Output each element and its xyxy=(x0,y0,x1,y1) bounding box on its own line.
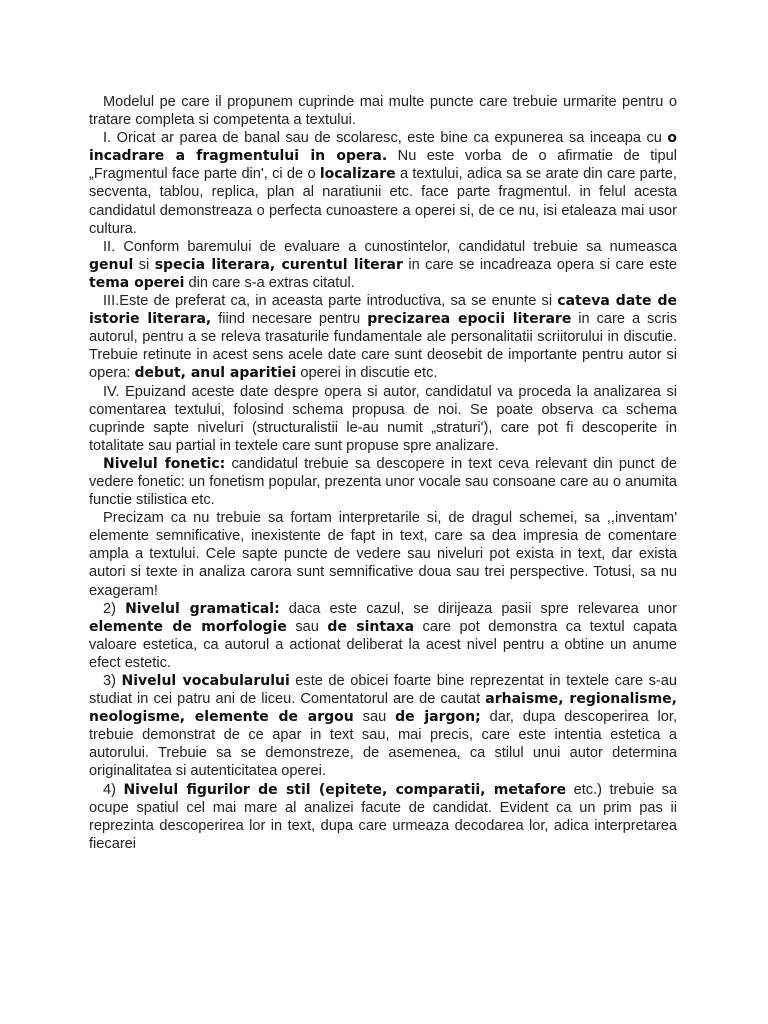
bold-text: tema operei xyxy=(89,274,185,291)
paragraph xyxy=(89,292,677,382)
text-run: sau xyxy=(286,618,328,635)
bold-text: debut, anul aparitiei xyxy=(134,365,297,382)
text-run: operei in discutie etc. xyxy=(296,365,438,382)
text-run: fiind necesare pentru xyxy=(211,311,368,328)
text-run: Precizam ca nu trebuie sa fortam interpretarile si, de dragul schemei, sa ,,inventam' elemente semnificative, inexistente de fapt in text, care sa dea impresia de comentare ampla a textului. Cele sapte puncte de vedere sau niveluri pot exista in text, dar exista autori si texte in analiza carora sunt semnificative doua sau trei perspective. Totusi, sa nu exageram! xyxy=(89,510,677,599)
bold-text: genul xyxy=(89,256,134,273)
bold-text: arhaisme, regionalisme, neologisme, elemente de argou xyxy=(89,691,677,726)
bold-text: cateva date de istorie literara, xyxy=(89,293,677,328)
bold-text: o incadrare a fragmentului in opera. xyxy=(89,130,677,165)
paragraph xyxy=(89,509,677,599)
text-run: I. Oricat ar parea de banal sau de scolaresc, este bine ca expunerea sa inceapa cu xyxy=(103,130,668,147)
paragraph xyxy=(89,455,677,509)
text-run: dar, dupa descoperirea lor, trebuie demonstrat de ce apar in text sau, mai precis, care este intentia estetica a autorului. Trebuie sa se demonstreze, de asemenea, ca stilul unui autor determina originalitatea si autenticitatea operei. xyxy=(89,709,678,780)
text-run: Modelul pe care il propunem cuprinde mai multe puncte care trebuie urmarite pentru o tratare completa si competenta a textului. xyxy=(89,94,677,129)
bold-text: de jargon; xyxy=(395,709,481,726)
bold-text: Nivelul vocabularului xyxy=(121,673,290,689)
paragraph xyxy=(89,93,677,129)
text-run: din care s-a extras citatul. xyxy=(184,274,355,291)
text-run: 3) xyxy=(103,673,122,689)
text-run: care pot demonstra ca textul capata valoare estetica, ca autorul a actionat deliberat la acest nivel pentru a obtine un anume efect estetic. xyxy=(89,618,677,671)
text-run: in care se incadreaza opera si care este xyxy=(402,256,677,273)
text-run: II. Conform baremului de evaluare a cunostintelor, candidatul trebuie sa numeasca xyxy=(103,238,677,255)
paragraph xyxy=(89,238,677,292)
paragraph xyxy=(89,781,677,853)
text-run: III.Este de preferat ca, in aceasta parte introductiva, sa se enunte si xyxy=(103,293,558,310)
text-run: si xyxy=(133,256,155,273)
bold-text: precizarea epocii literare xyxy=(367,311,572,328)
text-run: daca este cazul, se dirijeaza pasii spre relevarea unor xyxy=(279,600,678,617)
paragraph xyxy=(89,600,677,672)
text-run: IV. Epuizand aceste date despre opera si autor, candidatul va proceda la analizarea si comentarea textului, folosind schema propusa de noi. Se poate observa ca schema cuprinde sapte niveluri (structuralistii le-au numit „straturi'), care pot fi descoperite in totalitate sau partial in textele care sunt propuse spre analizare. xyxy=(89,383,677,454)
bold-text: Nivelul gramatical: xyxy=(125,600,280,617)
bold-text: Nivelul figurilor de stil (epitete, comparatii, metafore xyxy=(123,781,567,798)
document-body xyxy=(89,93,677,853)
text-run: a textului, adica sa se arate din care parte, secventa, tablou, replica, plan al naratiunii etc. face parte fragmentul. in felul acesta candidatul demonstreaza o perfecta cunoastere a operei si, de ce nu, isi etaleaza mai usor cultura. xyxy=(89,166,677,237)
bold-text: specia literara, curentul literar xyxy=(154,256,403,273)
text-run: etc.) trebuie sa ocupe spatiul cel mai mare al analizei facute de candidat. Evident ca un prim pas ii reprezinta descoperirea lor in text, dupa care urmeaza decodarea lor, adica interpretarea fiecarei xyxy=(89,781,677,852)
text-run: sau xyxy=(353,709,396,726)
paragraph xyxy=(89,383,677,455)
text-run: candidatul trebuie sa descopere in text ceva relevant din punct de vedere fonetic: un fonetism popular, prezenta unor vocale sau consoane care au o anumita functie stilistica etc. xyxy=(89,455,677,509)
text-run: in care a scris autorul, pentru a se releva trasaturile fundamentale ale personalitatii scriitorului in discutie. Trebuie retinute in acest sens acele date care sunt deosebit de importante pentru autor si opera: xyxy=(89,311,678,382)
bold-text: localizare xyxy=(319,166,396,183)
bold-text: de sintaxa xyxy=(327,618,415,635)
bold-text: Nivelul fonetic: xyxy=(103,455,226,472)
paragraph xyxy=(89,672,677,781)
text-run: Nu este vorba de o afirmatie de tipul „Fragmentul face parte din', ci de o xyxy=(89,148,677,183)
text-run: 4) xyxy=(103,781,124,798)
text-run: este de obicei foarte bine reprezentat in textele care s-au studiat in cei patru ani de liceu. Comentatorul are de cautat xyxy=(89,673,677,708)
text-run: 2) xyxy=(103,600,126,617)
bold-text: elemente de morfologie xyxy=(89,618,287,635)
paragraph xyxy=(89,129,677,238)
